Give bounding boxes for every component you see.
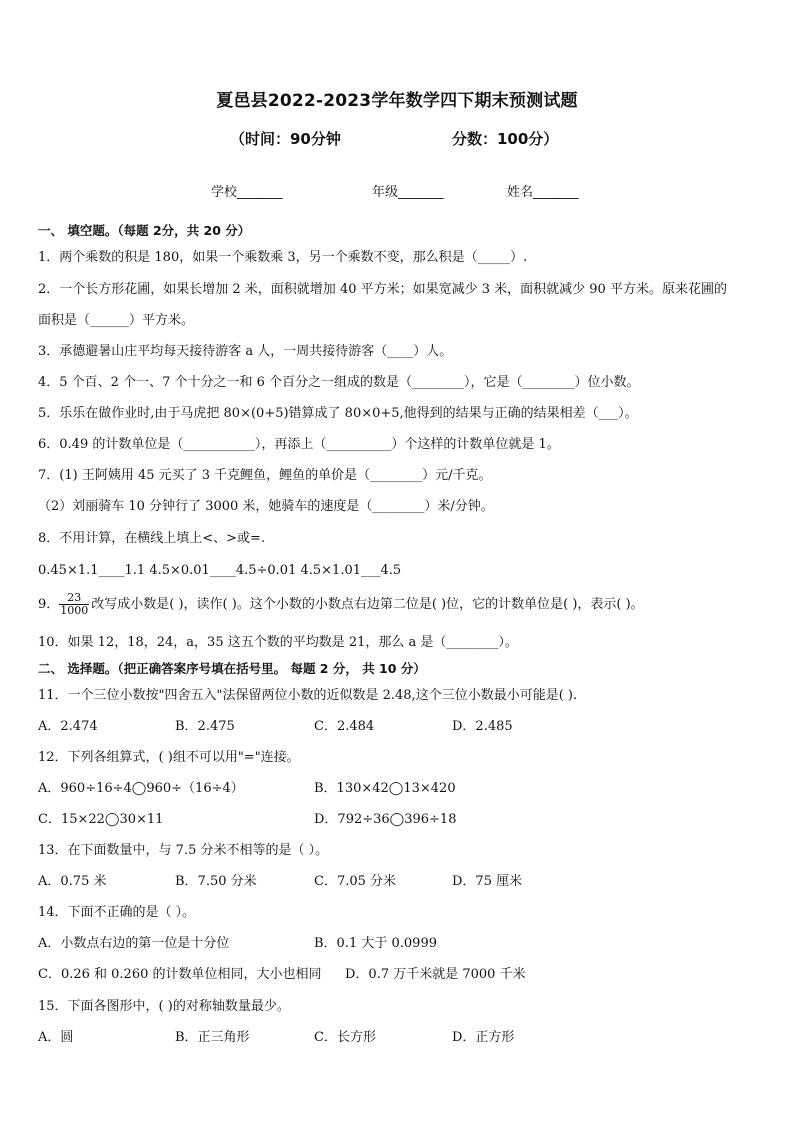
q13-option-c: C．7.05 分米: [314, 874, 397, 889]
q11-option-a: A．2.474: [38, 719, 98, 734]
q15-option-b: B．正三角形: [175, 1030, 250, 1045]
question-9-prefix: 9．: [38, 597, 60, 612]
q11-option-d: D．2.485: [452, 719, 513, 734]
q14-option-a: A．小数点右边的第一位是十分位: [38, 936, 230, 951]
q14-option-b: B．0.1 大于 0.0999: [314, 936, 437, 951]
question-11: 11．一个三位小数按"四舍五入"法保留两位小数的近似数是 2.48,这个三位小数最小可能是( ).: [38, 688, 578, 703]
question-12: 12．下列各组算式，( )组不可以用"="连接。: [38, 750, 300, 765]
q13-option-b: B．7.50 分米: [175, 874, 257, 889]
school-field: 学校_______: [211, 185, 283, 200]
question-7-2: （2）刘丽骑车 10 分钟行了 3000 米，她骑车的速度是（________）米/分钟。: [38, 499, 494, 514]
name-field: 姓名_______: [507, 185, 579, 200]
q15-option-d: D．正方形: [452, 1030, 515, 1045]
q12-option-d: D．792÷36◯396÷18: [314, 812, 457, 827]
question-9-text: 改写成小数是( )，读作( )。这个小数的小数点右边第二位是( )位，它的计数单位是( )，表示( )。: [91, 597, 644, 612]
exam-time: （时间：90分钟: [230, 130, 341, 148]
question-10: 10．如果 12，18，24，a，35 这五个数的平均数是 21，那么 a 是（________）。: [38, 635, 518, 650]
q15-option-a: A．圆: [38, 1030, 74, 1045]
question-4: 4．5 个百、2 个一、7 个十分之一和 6 个百分之一组成的数是（________），它是（________）位小数。: [38, 375, 640, 390]
question-1: 1．两个乘数的积是 180，如果一个乘数乘 3，另一个乘数不变，那么积是（_____）.: [38, 250, 528, 265]
fraction-numerator: 23: [59, 592, 89, 605]
exam-score: 分数：100分）: [452, 130, 559, 148]
question-14: 14．下面不正确的是（ ）。: [38, 905, 196, 920]
q13-option-a: A．0.75 米: [38, 874, 107, 889]
q11-option-b: B．2.475: [175, 719, 235, 734]
question-5: 5．乐乐在做作业时,由于马虎把 80×(0+5)错算成了 80×0+5,他得到的结果与正确的结果相差（___）。: [38, 406, 638, 421]
question-6: 6．0.49 的计数单位是（___________），再添上（__________）个这样的计数单位就是 1。: [38, 437, 560, 452]
q11-option-c: C．2.484: [314, 719, 375, 734]
question-8: 8．不用计算，在横线上填上<、>或=.: [38, 531, 266, 546]
question-8-items: 0.45×1.1____1.1 4.5×0.01____4.5÷0.01 4.5×1.01___4.5: [38, 563, 402, 578]
grade-field: 年级_______: [372, 185, 444, 200]
question-13: 13．在下面数量中，与 7.5 分米不相等的是（ ）。: [38, 843, 329, 858]
fraction-denominator: 1000: [60, 604, 89, 617]
q13-option-d: D．75 厘米: [452, 874, 523, 889]
question-2: 2．一个长方形花圃，如果长增加 2 米，面积就增加 40 平方米；如果宽减少 3 米，面积就减少 90 平方米。原来花圃的: [38, 282, 727, 297]
q15-option-c: C．长方形: [314, 1030, 376, 1045]
q12-option-a: A．960÷16÷4◯960÷（16÷4）: [38, 781, 244, 796]
q12-option-b: B．130×42◯13×420: [314, 781, 456, 796]
question-2-cont: 面积是（______）平方米。: [38, 313, 195, 328]
exam-title: 夏邑县2022-2023学年数学四下期末预测试题: [216, 91, 578, 111]
question-9: [38, 592, 644, 617]
question-15: 15．下面各图形中，( )的对称轴数量最少。: [38, 999, 290, 1014]
section2-heading: 二、 选择题。（把正确答案序号填在括号里。 每题 2 分， 共 10 分）: [38, 661, 426, 676]
q14-option-d: D．0.7 万千米就是 7000 千米: [345, 967, 526, 982]
question-3: 3．承德避暑山庄平均每天接待游客 a 人，一周共接待游客（____）人。: [38, 344, 453, 359]
q12-option-c: C．15×22◯30×11: [38, 812, 164, 827]
question-7-1: 7．(1) 王阿姨用 45 元买了 3 千克鲤鱼，鲤鱼的单价是（________）元/千克。: [38, 468, 492, 483]
section1-heading: 一、 填空题。（每题 2分，共 20 分）: [38, 223, 251, 238]
fraction: [59, 592, 89, 617]
q14-option-c: C．0.26 和 0.260 的计数单位相同，大小也相同: [38, 967, 322, 982]
